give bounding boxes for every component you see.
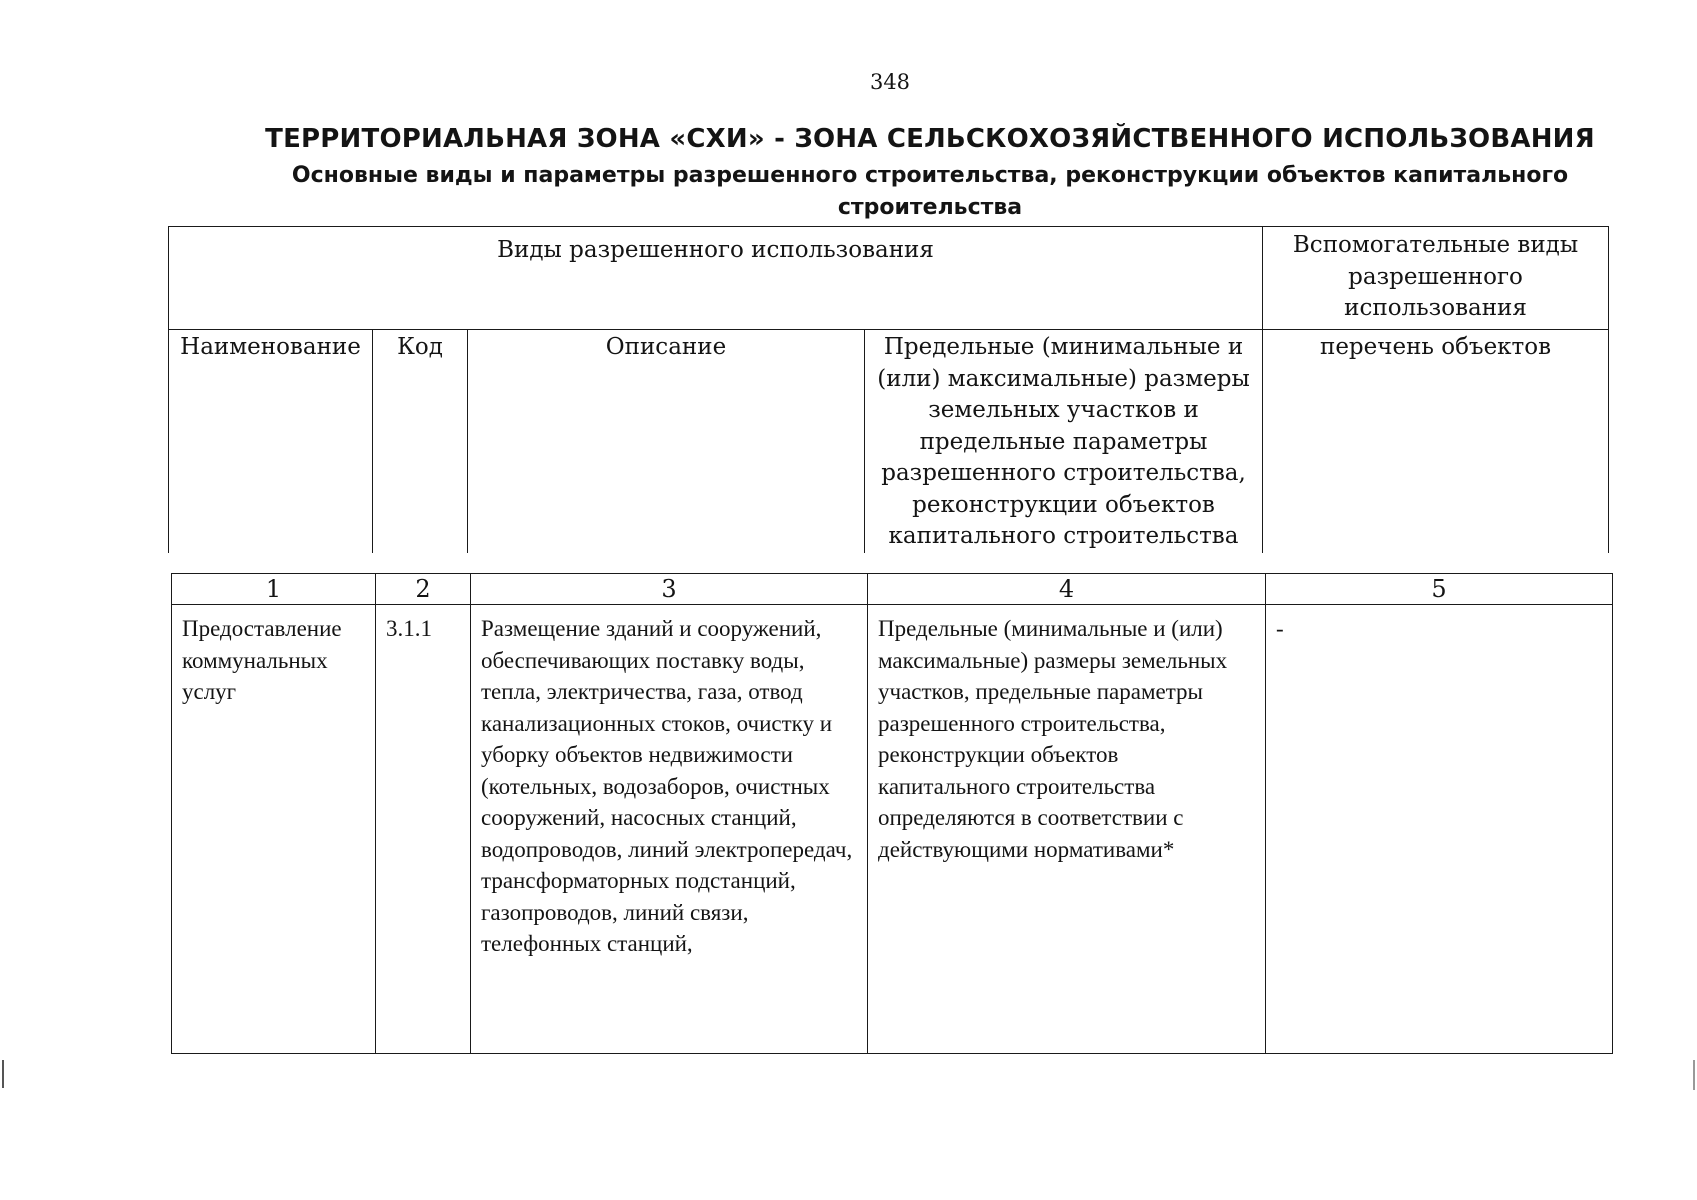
column-number: 1 <box>172 574 376 605</box>
data-table <box>171 573 1613 1054</box>
column-number: 4 <box>868 574 1266 605</box>
column-header-objects: перечень объектов <box>1263 330 1609 553</box>
column-header-description: Описание <box>468 330 865 553</box>
scan-edge-mark <box>2 1060 4 1088</box>
aux-group-header: Вспомогательные виды разрешенного использования <box>1263 227 1609 330</box>
row-code-cell: 3.1.1 <box>376 605 471 1054</box>
page-number: 348 <box>869 70 911 94</box>
zone-title: ТЕРРИТОРИАЛЬНАЯ ЗОНА «СХИ» - ЗОНА СЕЛЬСКОХОЗЯЙСТВЕННОГО ИСПОЛЬЗОВАНИЯ <box>265 124 1595 154</box>
main-group-header: Виды разрешенного использования <box>169 227 1263 330</box>
table-row <box>172 605 1613 1054</box>
row-name-cell: Предоставление коммунальных услуг <box>172 605 376 1054</box>
row-parameters-cell: Предельные (минимальные и (или) максимальные) размеры земельных участков, предельные параметры разрешенного строительства, реконструкции объектов капитального строительства определяются в соответствии с действующими нормативами* <box>868 605 1266 1054</box>
row-aux-objects-cell: - <box>1266 605 1613 1054</box>
column-number: 2 <box>376 574 471 605</box>
column-header-name: Наименование <box>169 330 373 553</box>
column-header-code: Код <box>373 330 468 553</box>
row-description-cell: Размещение зданий и сооружений, обеспечивающих поставку воды, тепла, электричества, газа, отвод канализационных стоков, очистку и уборку объектов недвижимости (котельных, водозаборов, очистных сооружений, насосных станций, водопроводов, линий электропередач, трансформаторных подстанций, газопроводов, линий связи, телефонных станций, <box>471 605 868 1054</box>
subtitle: Основные виды и параметры разрешенного строительства, реконструкции объектов капитального строительства <box>291 163 1569 220</box>
column-number-row <box>172 574 1613 605</box>
scan-edge-mark <box>1693 1060 1695 1090</box>
header-table <box>168 226 1609 553</box>
column-header-parameters: Предельные (минимальные и (или) максимальные) размеры земельных участков и предельные параметры разрешенного строительства, реконструкции объектов капитального строительства <box>865 330 1263 553</box>
column-number: 5 <box>1266 574 1613 605</box>
column-number: 3 <box>471 574 868 605</box>
